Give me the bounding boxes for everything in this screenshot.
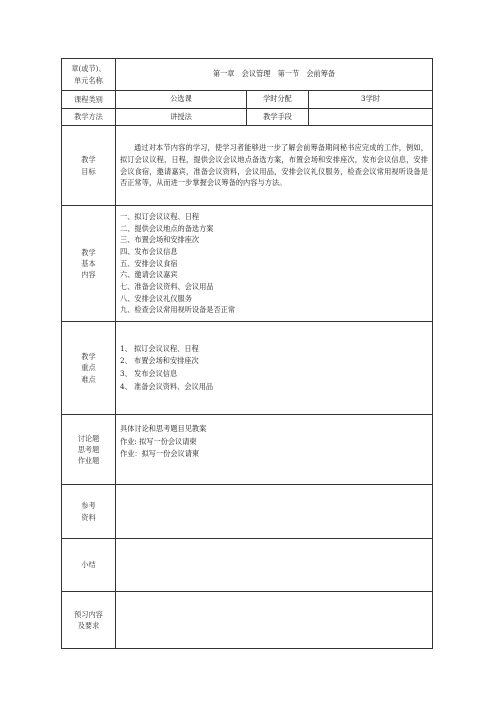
course-type-label: 课程类别 bbox=[62, 91, 116, 109]
summary-label: 小结 bbox=[62, 539, 116, 592]
teaching-means-value bbox=[309, 109, 433, 126]
course-type-value: 公选课 bbox=[116, 91, 247, 109]
list-item: 五、安排会议食宿 bbox=[120, 258, 178, 268]
summary-row bbox=[62, 539, 433, 592]
content-list bbox=[116, 206, 433, 322]
list-item: 三、布置会场和安排座次 bbox=[120, 235, 200, 245]
homework-text bbox=[116, 415, 433, 485]
key-points-label: 教学 重点 难点 bbox=[62, 322, 116, 415]
homework-row bbox=[62, 415, 433, 485]
course-type-row bbox=[62, 91, 433, 109]
list-item: 七、准备会议资料、会议用品 bbox=[120, 281, 214, 291]
list-item: 四、发布会议信息 bbox=[120, 247, 178, 257]
list-item: 二、提供会议地点的备选方案 bbox=[120, 223, 214, 233]
list-item: 一、拟订会议议程、日程 bbox=[120, 212, 200, 222]
list-item: 六、邀请会议嘉宾 bbox=[120, 270, 178, 280]
preview-value bbox=[116, 592, 433, 649]
list-item: 作业: 拟写一份会议请柬 bbox=[120, 436, 197, 446]
summary-value bbox=[116, 539, 433, 592]
teaching-method-value: 讲授法 bbox=[116, 109, 247, 126]
homework-label: 讨论题 思考题 作业题 bbox=[62, 415, 116, 485]
list-item: 2、 布置会场和安排座次 bbox=[120, 356, 199, 366]
chapter-label: 章(或节)、 单元名称 bbox=[62, 59, 116, 91]
lesson-plan-table bbox=[61, 58, 433, 649]
list-item: 具体讨论和思考题目见教案 bbox=[120, 424, 207, 433]
hours-value: 3学时 bbox=[309, 91, 433, 109]
list-item: 八、安排会议礼仪服务 bbox=[120, 293, 192, 303]
list-item: 4、 准备会议资料、会议用品 bbox=[120, 381, 214, 391]
hours-label: 学时分配 bbox=[247, 91, 309, 109]
key-points-list bbox=[116, 322, 433, 415]
list-item: 1、 拟订会议议程、日程 bbox=[120, 343, 199, 353]
references-label: 参考 资料 bbox=[62, 485, 116, 539]
teaching-method-row bbox=[62, 109, 433, 126]
chapter-row bbox=[62, 59, 433, 91]
chapter-name: 第一章 会议管理 第一节 会前筹备 bbox=[116, 59, 433, 91]
teaching-method-label: 教学方法 bbox=[62, 109, 116, 126]
content-row bbox=[62, 206, 433, 322]
objectives-row bbox=[62, 126, 433, 206]
list-item: 作业：拟写一份会议请柬 bbox=[120, 449, 200, 459]
list-item: 九、检查会议常用视听设备是否正常 bbox=[120, 305, 236, 315]
teaching-means-label: 教学手段 bbox=[247, 109, 309, 126]
key-points-row bbox=[62, 322, 433, 415]
references-row bbox=[62, 485, 433, 539]
content-label: 教学 基本 内容 bbox=[62, 206, 116, 322]
objectives-label: 教学 目标 bbox=[62, 126, 116, 206]
references-value bbox=[116, 485, 433, 539]
preview-label: 预习内容 及要求 bbox=[62, 592, 116, 649]
preview-row bbox=[62, 592, 433, 649]
list-item: 3、 发布会议信息 bbox=[120, 369, 178, 378]
objectives-text: 通过对本节内容的学习，使学习者能够进一步了解会前筹备期间秘书应完成的工作，例如，拟订会议议程、日程，提供会议会议地点备选方案，布置会场和安排座次，发布会议信息，安排会议食宿，邀请嘉宾，准备会议资料，会议用品，安排会议礼仪服务，检查会议常用视听设备是否正常等，从而进一步掌握会议筹备的内容与方法。 bbox=[116, 126, 433, 206]
